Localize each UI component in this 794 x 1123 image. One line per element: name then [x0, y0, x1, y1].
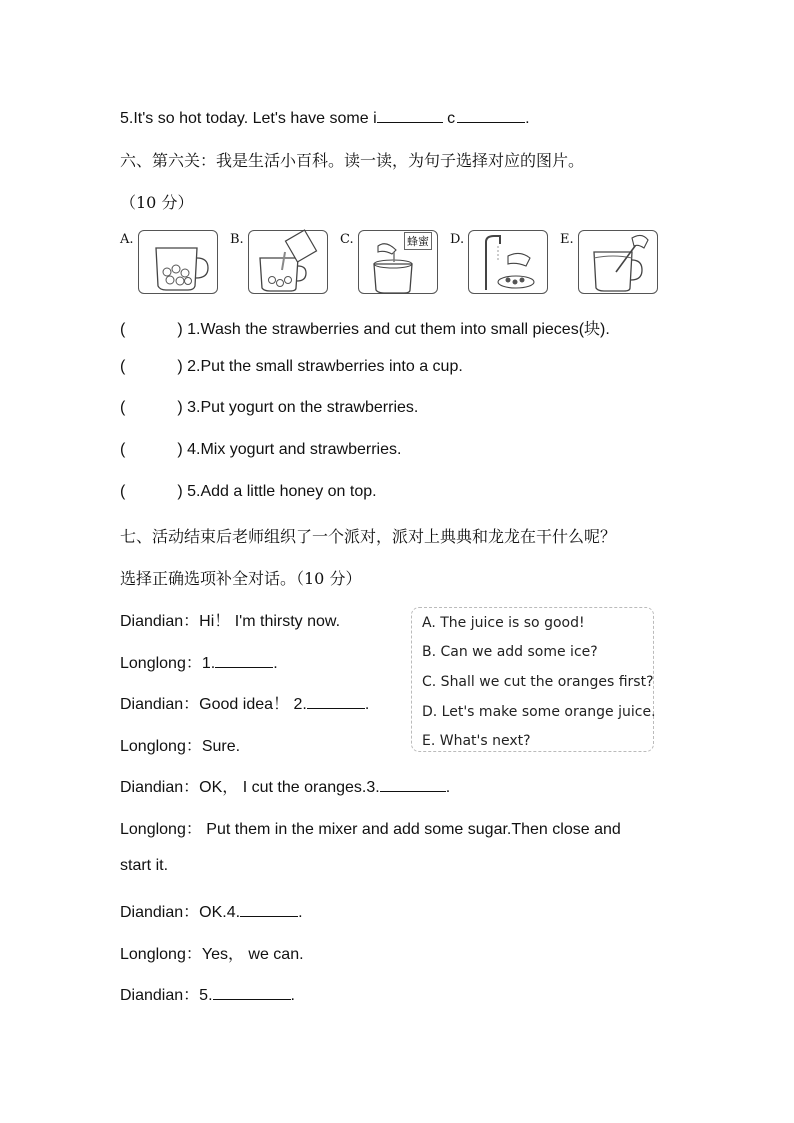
speaker: Diandian：: [120, 779, 200, 796]
q5-prefix: 5.It's so hot today. Let's have some i: [120, 110, 377, 127]
option-b: B. Can we add some ice?: [422, 644, 598, 660]
dialogue-line-9: Diandian：5. .: [120, 987, 295, 1004]
answer-blank-5[interactable]: [213, 985, 291, 1000]
q5-blank-2[interactable]: [457, 108, 525, 123]
answer-blank-2[interactable]: [307, 694, 365, 709]
section6-title: 六、第六关：我是生活小百科。读一读，为句子选择对应的图片。: [120, 151, 585, 170]
speaker: Diandian：: [120, 696, 200, 713]
dialogue-text: Yes， we can.: [201, 946, 304, 963]
answer-paren-5[interactable]: ( ): [120, 483, 183, 500]
mixing-spoon-icon: [560, 228, 670, 298]
dialogue-line-8: [120, 941, 304, 964]
answer-paren-1[interactable]: ( ): [120, 321, 183, 338]
match-item-5: [120, 483, 377, 501]
picture-options-row: [120, 228, 680, 302]
match-item-2: [120, 358, 463, 376]
picture-letter-c: C.: [340, 232, 354, 247]
speaker: Longlong：: [120, 946, 202, 963]
section7-title: 七、活动结束后老师组织了一个派对，派对上典典和龙龙在干什么呢？: [120, 527, 617, 546]
dialogue-line-6: [120, 816, 621, 839]
answer-blank-1[interactable]: [215, 653, 273, 668]
dialogue-line-4: [120, 733, 240, 756]
dialogue-text: OK， I cut the oranges.3.: [199, 779, 380, 796]
match-item-text: 1.Wash the strawberries and cut them into small pieces(块).: [187, 321, 610, 338]
speaker: Diandian：: [120, 987, 200, 1004]
dialogue-line-7: Diandian：OK.4. .: [120, 904, 303, 921]
picture-option-e: [560, 228, 670, 298]
match-item-text: 4.Mix yogurt and strawberries.: [187, 441, 402, 458]
q5-mid: c: [442, 110, 456, 127]
washing-strawberries-icon: [450, 228, 560, 298]
dialogue-line-2: Longlong：1. .: [120, 655, 278, 672]
picture-letter-a: A.: [120, 232, 134, 247]
match-item-text: 3.Put yogurt on the strawberries.: [187, 399, 419, 416]
speaker: Longlong：: [120, 655, 202, 672]
speaker: Diandian：: [120, 904, 200, 921]
q5-suffix: .: [525, 110, 530, 127]
answer-paren-2[interactable]: ( ): [120, 358, 183, 375]
section7-subtitle: 选择正确选项补全对话。（10 分）: [120, 569, 362, 588]
answer-paren-4[interactable]: ( ): [120, 441, 183, 458]
honey-jar-icon: [340, 228, 450, 298]
answer-blank-3[interactable]: [380, 777, 446, 792]
options-box: [411, 607, 654, 752]
speaker: Longlong：: [120, 738, 202, 755]
option-c: C. Shall we cut the oranges first?: [422, 674, 654, 690]
pouring-yogurt-icon: [230, 228, 340, 298]
honey-label: 蜂蜜: [404, 232, 432, 250]
answer-paren-3[interactable]: ( ): [120, 399, 183, 416]
picture-option-a: [120, 228, 230, 298]
dialogue-text: Hi！ I'm thirsty now.: [199, 613, 341, 630]
dialogue-text: Sure.: [201, 738, 241, 755]
dialogue-text: OK.4.: [199, 904, 241, 921]
speaker: Longlong：: [120, 821, 202, 838]
picture-letter-e: E.: [560, 232, 574, 247]
match-item-4: [120, 441, 401, 459]
picture-letter-d: D.: [450, 232, 465, 247]
dialogue-text: 5.: [199, 987, 213, 1004]
dialogue-line-6-cont: [120, 857, 168, 875]
speaker: Diandian：: [120, 613, 200, 630]
option-d: D. Let's make some orange juice.: [422, 704, 656, 720]
picture-letter-b: B.: [230, 232, 244, 247]
dialogue-text: start it.: [120, 857, 169, 874]
dialogue-line-1: [120, 608, 340, 631]
option-e: E. What's next?: [422, 733, 531, 749]
match-item-text: 2.Put the small strawberries into a cup.: [187, 358, 463, 375]
dialogue-text: Put them in the mixer and add some sugar.Then close and: [201, 821, 621, 838]
dialogue-line-5: Diandian：OK， I cut the oranges.3. .: [120, 779, 451, 796]
match-item-3: [120, 399, 418, 417]
dialogue-text: Good idea！ 2.: [199, 696, 307, 713]
question-5: [120, 108, 530, 128]
dialogue-line-3: Diandian：Good idea！ 2. .: [120, 696, 370, 713]
option-a: A. The juice is so good!: [422, 615, 585, 631]
match-item-1: [120, 316, 610, 339]
match-item-text: 5.Add a little honey on top.: [187, 483, 377, 500]
picture-option-c: [340, 228, 450, 298]
answer-blank-4[interactable]: [240, 902, 298, 917]
q5-blank-1[interactable]: [377, 108, 443, 123]
cup-with-strawberries-icon: [120, 228, 230, 298]
picture-option-d: [450, 228, 560, 298]
dialogue-text: 1.: [201, 655, 216, 672]
picture-option-b: [230, 228, 340, 298]
section6-score: （10 分）: [120, 193, 194, 212]
